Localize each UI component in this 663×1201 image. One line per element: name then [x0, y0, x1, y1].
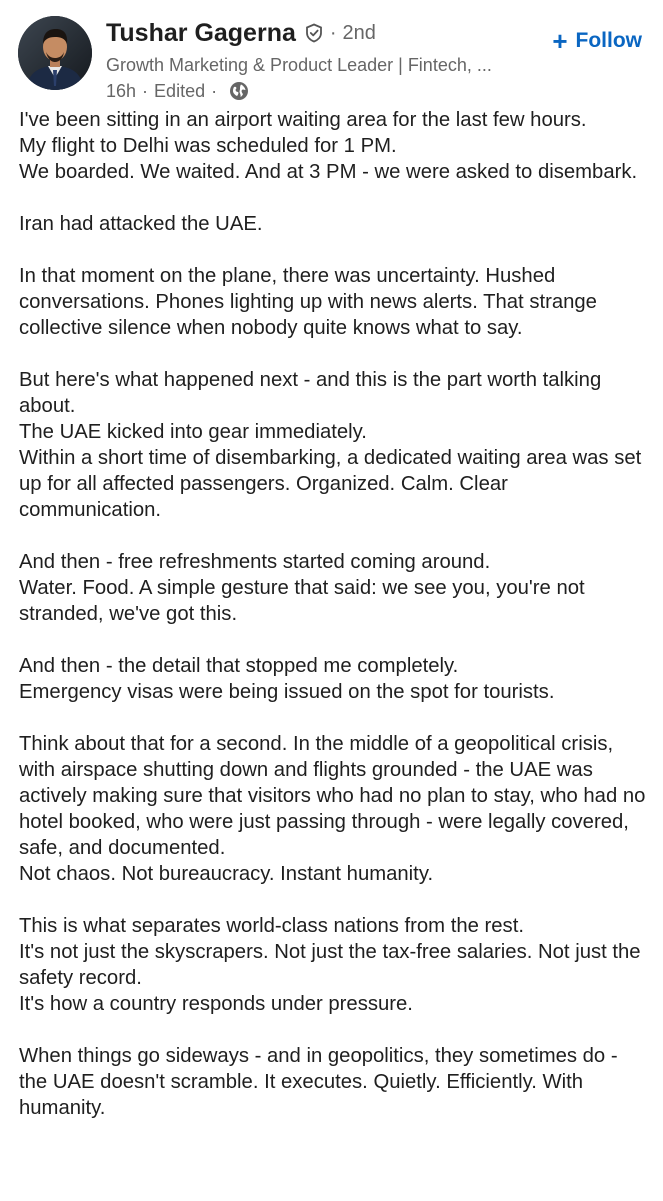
meta-separator: · [142, 80, 149, 101]
post-text-line: We boarded. We waited. And at 3 PM - we were asked to disembark. [19, 161, 638, 183]
post-text-line: Think about that for a second. In the middle of a geopolitical crisis, with airspace shutting down and flights grounded - the UAE was actively making sure that visitors who had no plan to stay, who had no hotel booked, who were just passing through - were legally covered, safe, and documented. [19, 733, 646, 859]
verified-shield-icon [304, 23, 324, 43]
post-text-line: The UAE kicked into gear immediately. [19, 421, 367, 443]
post-time: 16h [106, 80, 137, 101]
post-text-line: Within a short time of disembarking, a dedicated waiting area was set up for all affected passengers. Organized. Calm. Clear communication. [19, 447, 642, 521]
connection-degree: 2nd [342, 21, 376, 44]
post-text-line: Not chaos. Not bureaucracy. Instant humanity. [19, 863, 434, 885]
globe-icon [229, 81, 249, 101]
post-paragraph [19, 913, 649, 1017]
meta-separator-2: · [211, 80, 218, 101]
post-meta [106, 78, 536, 104]
plus-icon: + [552, 26, 568, 56]
post-text-line: Iran had attacked the UAE. [19, 213, 263, 235]
post-paragraph [19, 107, 649, 185]
post-paragraph [19, 731, 649, 887]
post-paragraph [19, 653, 649, 705]
post-text-line: And then - free refreshments started coming around. [19, 551, 491, 573]
post-text-line: When things go sideways - and in geopolitics, they sometimes do - the UAE doesn't scramble. It executes. Quietly. Efficiently. With humanity. [19, 1045, 618, 1119]
name-row [106, 14, 536, 52]
author-headline: Growth Marketing & Product Leader | Fintech, ... [106, 55, 492, 75]
post-text-line: But here's what happened next - and this is the part worth talking about. [19, 369, 602, 417]
avatar[interactable] [18, 16, 92, 90]
name-separator: · [329, 21, 337, 44]
post-text-line: Emergency visas were being issued on the spot for tourists. [19, 681, 555, 703]
post-text-line: It's how a country responds under pressure. [19, 993, 413, 1015]
author-name[interactable]: Tushar Gagerna [106, 18, 296, 47]
post-text-line: It's not just the skyscrapers. Not just the tax-free salaries. Not just the safety record. [19, 941, 641, 989]
post-text-line: This is what separates world-class nations from the rest. [19, 915, 524, 937]
post-paragraph [19, 367, 649, 523]
post-text-line: In that moment on the plane, there was uncertainty. Hushed conversations. Phones lighting up with news alerts. That strange collective silence when nobody quite knows what to say. [19, 265, 597, 339]
post-paragraph [19, 263, 649, 341]
avatar-photo-icon [18, 16, 92, 90]
post-paragraph [19, 549, 649, 627]
follow-button[interactable] [552, 28, 642, 54]
post-header [18, 14, 648, 100]
post-text-line: I've been sitting in an airport waiting area for the last few hours. [19, 109, 587, 131]
post-text-line: And then - the detail that stopped me completely. [19, 655, 459, 677]
post-text-line: My flight to Delhi was scheduled for 1 PM. [19, 135, 397, 157]
author-block [106, 14, 536, 104]
post-body [19, 107, 649, 1147]
follow-label: Follow [575, 29, 642, 52]
post-paragraph [19, 1043, 649, 1121]
edited-label: Edited [154, 80, 206, 101]
post-text-line: Water. Food. A simple gesture that said: we see you, you're not stranded, we've got this. [19, 577, 585, 625]
post-paragraph [19, 211, 649, 237]
